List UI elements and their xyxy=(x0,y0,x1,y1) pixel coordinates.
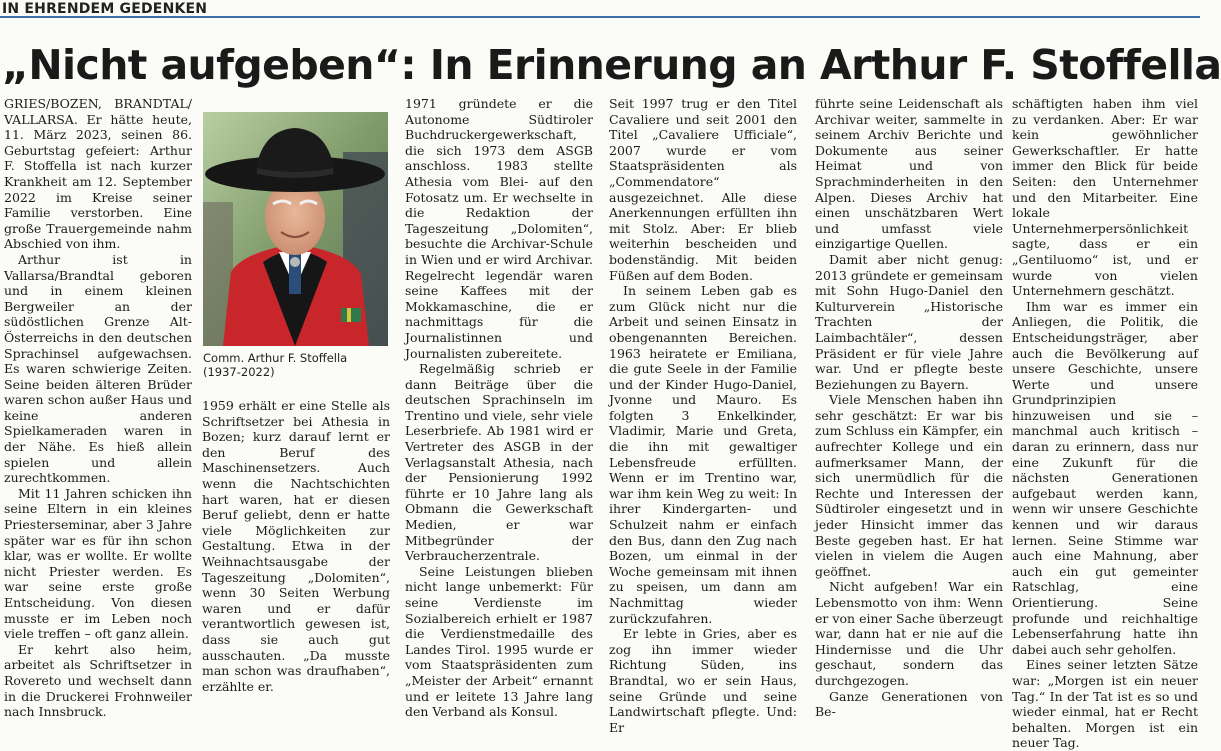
caption-name: Comm. Arthur F. Stoffella xyxy=(203,351,348,365)
section-kicker xyxy=(0,0,1200,18)
paragraph: führte seine Leidenschaft als Archivar weiter, sammelte in seinem Archiv Berichte und Dokumente aus seiner Heimat und von Sprachminderheiten in den Alpen. Dieses Archiv hat einen unschätzbaren Wert und umfasst viele einzigartige Quellen. xyxy=(815,96,1003,252)
paragraph: GRIES/BOZEN, BRANDTAL/ VALLARSA. Er hätte heute, 11. März 2023, seinen 86. Geburtstag gefeiert: Arthur F. Stoffella ist nach kurzer Krankheit am 12. September 2022 im Kreise seiner Familie verstorben. Eine große Trauergemeinde nahm Abschied von ihm. xyxy=(4,96,192,252)
paragraph: In seinem Leben gab es zum Glück nicht nur die Arbeit und seinen Einsatz in obengenannten Bereichen. 1963 heiratete er Emiliana, die gute Seele in der Familie und der Kinder Hugo-Daniel, Jvonne und Mauro. Es folgten 3 Enkelkinder, Vladimir, Marie und Greta, die ihn mit gewaltiger Lebensfreude erfüllten. Wenn er im Trentino war, war ihm kein Weg zu weit: In ihrer Kindergarten- und Schulzeit nahm er einfach den Bus, dann den Zug nach Bozen, um einmal in der Woche gemeinsam mit ihnen zu speisen, um dann am Nachmittag wieder zurückzufahren. xyxy=(609,283,797,626)
article-column-1 xyxy=(4,96,192,720)
paragraph: Eines seiner letzten Sätze war: „Morgen ist ein neuer Tag.“ In der Tat ist es so und wieder einmal, hat er Recht behalten. Morgen ist ein neuer Tag. xyxy=(1012,657,1198,751)
paragraph: Mit 11 Jahren schicken ihn seine Eltern in ein kleines Priesterseminar, aber 3 Jahre später war es für ihn schon klar, was er wollte. Er wollte nicht Priester werden. Es war seine erste große Entscheidung. Von diesen musste er im Leben noch viele treffen – oft ganz allein. xyxy=(4,485,192,642)
paragraph: Seit 1997 trug er den Titel Cavaliere und seit 2001 den Titel „Cavaliere Ufficiale“, 2007 wurde er vom Staatspräsidenten als „Commendatore“ ausgezeichnet. Alle diese Anerkennungen erfüllten ihn mit Stolz. Aber: Er blieb weiterhin bescheiden und bodenständig. Mit beiden Füßen auf dem Boden. xyxy=(609,96,797,283)
paragraph: Viele Menschen haben ihn sehr geschätzt: Er war bis zum Schluss ein Kämpfer, ein aufrechter Kollege und ein aufmerksamer Mann, der sich unermüdlich für die Rechte und Interessen der Südtiroler eingesetzt und in jeder Hinsicht immer das Beste gegeben hast. Er hat vielen in vielem die Augen geöffnet. xyxy=(815,392,1003,579)
paragraph: Ihm war es immer ein Anliegen, die Politik, die Entscheidungsträger, aber auch die Bevölkerung auf unsere Geschichte, unsere Werte und unsere Grundprinzipien hinzuweisen und sie – manchmal auch kritisch – daran zu erinnern, dass nur eine Zukunft für die nächsten Generationen aufgebaut werden kann, wenn wir unsere Geschichte kennen und wir daraus lernen. Seine Stimme war auch eine Mahnung, aber auch ein gut gemeinter Ratschlag, eine Orientierung. Seine profunde und reichhaltige Lebenserfahrung hatte ihn dabei auch sehr geholfen. xyxy=(1012,298,1198,657)
photo-caption xyxy=(203,351,391,379)
article-column-3 xyxy=(405,96,593,720)
portrait-photo xyxy=(203,112,388,346)
article-column-4 xyxy=(609,96,797,735)
caption-years: (1937-2022) xyxy=(203,365,275,379)
paragraph: Er lebte in Gries, aber es zog ihn immer wieder Richtung Süden, ins Brandtal, wo er sein Haus, seine Gründe und seine Landwirtschaft pflegte. Und: Er xyxy=(609,626,797,735)
article-column-6 xyxy=(1012,96,1198,751)
paragraph: Damit aber nicht genug: 2013 gründete er gemeinsam mit Sohn Hugo-Daniel den Kulturverein „Historische Trachten der Laimbachtäler“, dessen Präsident er für viele Jahre war. Und er pflegte beste Beziehungen zu Bayern. xyxy=(815,251,1003,392)
paragraph: Nicht aufgeben! War ein Lebensmotto von ihm: Wenn er von einer Sache überzeugt war, dann hat er nie auf die Hindernisse und die Uhr geschaut, sondern das durchgezogen. xyxy=(815,579,1003,688)
kicker-label: IN EHRENDEM GEDENKEN xyxy=(2,1,208,17)
paragraph: Er kehrt also heim, arbeitet als Schriftsetzer in Rovereto und wechselt dann in die Druckerei Frohnweiler nach Innsbruck. xyxy=(4,641,192,720)
paragraph: Ganze Generationen von Be- xyxy=(815,688,1003,720)
paragraph: Regelmäßig schrieb er dann Beiträge über die deutschen Sprachinseln im Trentino und viele, sehr viele Leserbriefe. Ab 1981 wird er Vertreter des ASGB in der Verlagsanstalt Athesia, nach der Pensionierung 1992 führte er 10 Jahre lang als Obmann die Gewerkschaft Medien, er war Mitbegründer der Verbraucherzentrale. xyxy=(405,361,593,564)
paragraph: schäftigten haben ihm viel zu verdanken. Aber: Er war kein gewöhnlicher Gewerkschaftler. Er hatte immer den Blick für beide Seiten: den Unternehmer und den Mitarbeiter. Eine lokale Unternehmerpersönlichkeit sagte, dass er ein „Gentiluomo“ ist, und er wurde von vielen Unternehmern geschätzt. xyxy=(1012,96,1198,299)
portrait-illustration xyxy=(203,112,388,346)
article-column-2 xyxy=(202,398,390,694)
page-title: „Nicht aufgeben“: In Erinnerung an Arthur F. Stoffella xyxy=(2,41,1221,89)
paragraph: 1959 erhält er eine Stelle als Schriftsetzer bei Athesia in Bozen; kurz darauf lernt er den Beruf des Maschinensetzers. Auch wenn die Nachtschichten hart waren, hat er diesen Beruf geliebt, denn er hatte viele Möglichkeiten zur Gestaltung. Etwa in der Weihnachtsausgabe der Tageszeitung „Dolomiten“, wenn 30 Seiten Werbung waren und er dafür verantwortlich gewesen ist, dass sie auch gut ausschauten. „Da musste man schon was draufhaben“, erzählte er. xyxy=(202,398,390,694)
paragraph: Arthur ist in Vallarsa/Brandtal geboren und in einem kleinen Bergweiler an der südöstlichen Grenze Alt-Österreichs in den deutschen Sprachinsel aufgewachsen. Es waren schwierige Zeiten. Seine beiden älteren Brüder waren schon außer Haus und keine anderen Spielkameraden waren in der Nähe. Es hieß allein spielen und allein zurechtkommen. xyxy=(4,251,192,486)
paragraph: Seine Leistungen blieben nicht lange unbemerkt: Für seine Verdienste im Sozialbereich erhielt er 1987 die Verdienstmedaille des Landes Tirol. 1995 wurde er vom Staatspräsidenten zum „Meister der Arbeit“ ernannt und er leitete 13 Jahre lang den Verband als Konsul. xyxy=(405,563,593,720)
paragraph: 1971 gründete er die Autonome Südtiroler Buchdruckergewerkschaft, die sich 1973 dem ASGB anschloss. 1983 stellte Athesia vom Blei- auf den Fotosatz um. Er wechselte in die Redaktion der Tageszeitung „Dolomiten“, besuchte die Archivar-Schule in Wien und er wird Archivar. Regelrecht legendär waren seine Kaffees mit der Mokkamaschine, die er nachmittags für die Journalistinnen und Journalisten zubereitete. xyxy=(405,96,593,361)
article-column-5 xyxy=(815,96,1003,720)
